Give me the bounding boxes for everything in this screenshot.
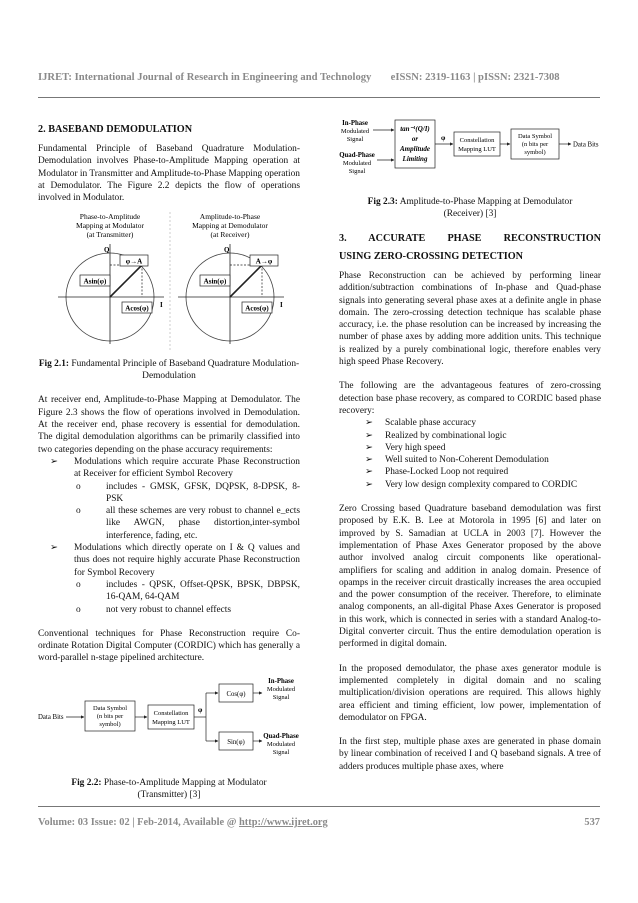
list-item: ➢ Scalable phase accuracy: [365, 418, 477, 429]
svg-text:Limiting: Limiting: [402, 155, 428, 163]
list-item: ➢ Very low design complexity compared to CORDIC: [365, 479, 578, 490]
fig23-caption-label: Fig 2.3:: [367, 197, 398, 207]
svg-text:φ: φ: [198, 705, 203, 714]
fig21-acos-label-2: Acos(φ): [245, 304, 269, 313]
paragraph: In the first step, multiple phase axes are generated in phase domain by linear combination of received I and Q baseband signals. A tree of adders produces multiple phase axes, where: [339, 737, 601, 772]
svg-text:Modulated: Modulated: [266, 685, 296, 693]
fig23-caption: [339, 196, 601, 220]
paragraph: Phase Reconstruction can be achieved by performing linear addition/subtraction combinations of In-phase and Quad-phase signals into generating several phase axes at a definite angle in phase domain. The zero-crossing detection technique has scalable phase accuracy, i.e. the phase resolution can be increased by increasing the number of phase axes by adding more addition units. This technique is realized by a purely combinational logic, therefore enables very high speed Phase Recovery.: [339, 271, 601, 368]
svg-text:or: or: [411, 135, 419, 143]
fig21-diagram: [38, 212, 300, 350]
svg-text:Data Symbol: Data Symbol: [517, 133, 553, 140]
fig21-i-label: I: [160, 301, 163, 310]
fig22-caption: [38, 777, 300, 801]
svg-text:Quad-Phase: Quad-Phase: [263, 732, 299, 740]
svg-text:(n bits per: (n bits per: [96, 712, 124, 720]
fig21-left-title-1: Phase-to-Amplitude: [79, 212, 141, 222]
fig23-caption-text: Amplitude-to-Phase Mapping at Demodulator (Receiver) [3]: [399, 197, 573, 219]
svg-text:(n bits per: (n bits per: [521, 141, 549, 148]
svg-text:symbol): symbol): [524, 149, 546, 156]
fig21-phi-a-label: φ→A: [125, 257, 143, 266]
figure-2-3: [339, 116, 601, 178]
paragraph: Zero Crossing based Quadrature baseband demodulation was first proposed by E.K. B. Lee at Motorola in 1995 [6] and later on improved by S. Samadian at UCLA in 2003 [7]. However the implementation of Phase Axes Generator proposed by the above author involved analog circuit components like operational-amplifiers for scaling and addition in analog domain. Presence of opamps in the receiver circuit drastically increases the area occupied and the power consumption of the receiver. Therefore, to eliminate analog components, an all-digital Phase Axes Generator is proposed in this work, which is connected in series with a standard Analog-to-Digital converter circuit. Thus the entire demodulation operation is performed in digital domain.: [339, 504, 601, 650]
svg-text:Signal: Signal: [272, 693, 290, 701]
page-number: 537: [584, 817, 600, 828]
paragraph: In the proposed demodulator, the phase axes generator module is implemented completely in digital domain and no scaling multiplication/division operations are required. This allows highly area efficient and timing efficient, low power, implementation of demodulator on FPGA.: [339, 663, 601, 723]
svg-text:Modulated: Modulated: [266, 740, 296, 748]
list-item: ➢ Phase-Locked Loop not required: [365, 467, 509, 478]
paragraph: Conventional techniques for Phase Reconstruction require Co-ordinate Rotation Digital Computer (CORDIC) which has generally a word-parallel n-stage pipelined architecture.: [38, 628, 300, 664]
sub-list-item: o includes - QPSK, Offset-QPSK, BPSK, DBPSK, 16-QAM, 64-QAM: [76, 579, 300, 603]
right-column: [339, 116, 601, 773]
fig21-asin-label: Asin(φ): [83, 277, 107, 286]
footer-volume: Volume: 03 Issue: 02 | Feb-2014, Available @ http://www.ijret.org: [38, 817, 328, 828]
svg-text:Constellation: Constellation: [459, 137, 495, 144]
figure-2-2: [38, 675, 300, 759]
fig22-caption-label: Fig 2.2:: [71, 777, 102, 788]
svg-text:Signal: Signal: [272, 748, 290, 756]
features-list: [339, 417, 601, 491]
fig21-left-title-3: (at Transmitter): [86, 230, 134, 240]
category-list: [38, 456, 300, 616]
fig21-right-title-2: Mapping at Demodulator: [192, 221, 268, 231]
paragraph: The following are the advantageous features of zero-crossing detection base phase recovery, as compared to CORDIC based phase recovery:: [339, 381, 601, 416]
fig21-i-label-2: I: [280, 301, 283, 310]
svg-text:φ: φ: [441, 134, 446, 142]
issn: eISSN: 2319-1163 | pISSN: 2321-7308: [390, 72, 560, 83]
list-item: ➢ Realized by combinational logic: [365, 430, 507, 441]
fig23-diagram: [339, 116, 601, 178]
fig21-right-title-3: (at Receiver): [210, 230, 250, 240]
fig21-caption: [38, 358, 300, 382]
journal-name: IJRET: International Journal of Research in Engineering and Technology: [38, 72, 372, 83]
fig21-a-phi-label: A→φ: [255, 257, 273, 266]
svg-text:Modulated: Modulated: [340, 128, 370, 135]
footer-rule: [38, 806, 600, 807]
svg-text:Cos(φ): Cos(φ): [226, 690, 246, 698]
paragraph: At receiver end, Amplitude-to-Phase Mapping at Demodulator. The Figure 2.3 shows the flow of operations involved in Demodulation. At the receiver end, phase recovery is essential for demodulation. The digital demodulation algorithms can be primarily classified into two categories depending on the phase accuracy requirements:: [38, 395, 300, 455]
running-header: [38, 72, 600, 83]
svg-text:In-Phase: In-Phase: [342, 120, 368, 127]
list-item: ➢ Well suited to Non-Coherent Demodulation: [365, 455, 549, 466]
svg-text:Quad-Phase: Quad-Phase: [339, 152, 375, 159]
svg-text:Constellation: Constellation: [153, 709, 189, 717]
section-2-title: 2. BASEBAND DEMODULATION: [38, 124, 193, 135]
fig21-left-title-2: Mapping at Modulator: [76, 221, 144, 231]
fig21-caption-label: Fig 2.1:: [38, 359, 70, 370]
fig21-caption-text: Fundamental Principle of Baseband Quadrature Modulation-Demodulation: [71, 359, 300, 382]
sub-list-item: o includes - GMSK, GFSK, DQPSK, 8-DPSK, 8-PSK: [76, 481, 300, 504]
svg-text:Signal: Signal: [348, 168, 366, 175]
svg-text:Mapping LUT: Mapping LUT: [458, 146, 496, 153]
svg-text:Data Symbol: Data Symbol: [92, 704, 128, 712]
fig22-data-bits: Data Bits: [38, 713, 64, 721]
svg-text:Mapping LUT: Mapping LUT: [152, 718, 190, 726]
svg-text:Sin(φ): Sin(φ): [227, 738, 245, 746]
sub-list-item: o not very robust to channel effects: [76, 604, 232, 615]
fig22-caption-text: Phase-to-Amplitude Mapping at Modulator (Transmitter) [3]: [103, 777, 267, 800]
svg-text:tan⁻¹(Q/I): tan⁻¹(Q/I): [400, 125, 430, 133]
fig21-right-title-1: Amplitude-to-Phase: [199, 212, 261, 222]
svg-text:Signal: Signal: [346, 136, 364, 143]
fig22-diagram: [38, 675, 300, 759]
running-footer: [38, 817, 600, 828]
svg-text:symbol): symbol): [99, 720, 121, 728]
fig21-asin-label-2: Asin(φ): [203, 277, 227, 286]
sub-list-item: o all these schemes are very robust to channel e_ects like AWGN, phase distortion,inter-symbol interference, fading, etc.: [76, 506, 300, 541]
section-3-title: 3. ACCURATE PHASE RECONSTRUCTION USING ZERO-CROSSING DETECTION: [339, 233, 601, 262]
svg-text:Amplitude: Amplitude: [400, 145, 430, 153]
fig21-acos-label: Acos(φ): [125, 304, 149, 313]
paragraph: Fundamental Principle of Baseband Quadrature Modulation-Demodulation involves Phase-to-Amplitude Mapping operation at Modulator in Transmitter and Amplitude-to-Phase Mapping operation at Demodulator. The Figure 2.2 depicts the flow of operations involved in Modulator.: [38, 144, 300, 204]
svg-text:Data Bits: Data Bits: [573, 141, 599, 149]
list-item: ➢ Modulations which require accurate Phase Reconstruction at Receiver for efficient Symbol Recovery: [50, 456, 300, 480]
left-column: [38, 124, 300, 801]
list-item: ➢ Very high speed: [365, 442, 446, 453]
fig21-q-label: Q: [104, 246, 110, 255]
figure-2-1: [38, 212, 300, 350]
svg-text:In-Phase: In-Phase: [268, 677, 294, 685]
fig21-q-label-2: Q: [224, 246, 230, 255]
list-item: ➢ Modulations which directly operate on I & Q values and thus does not require highly accurate Phase Reconstruction for Symbol Recovery: [50, 543, 300, 578]
header-rule: [38, 97, 600, 98]
journal-link[interactable]: http://www.ijret.org: [239, 817, 328, 828]
svg-text:Modulated: Modulated: [342, 160, 372, 167]
